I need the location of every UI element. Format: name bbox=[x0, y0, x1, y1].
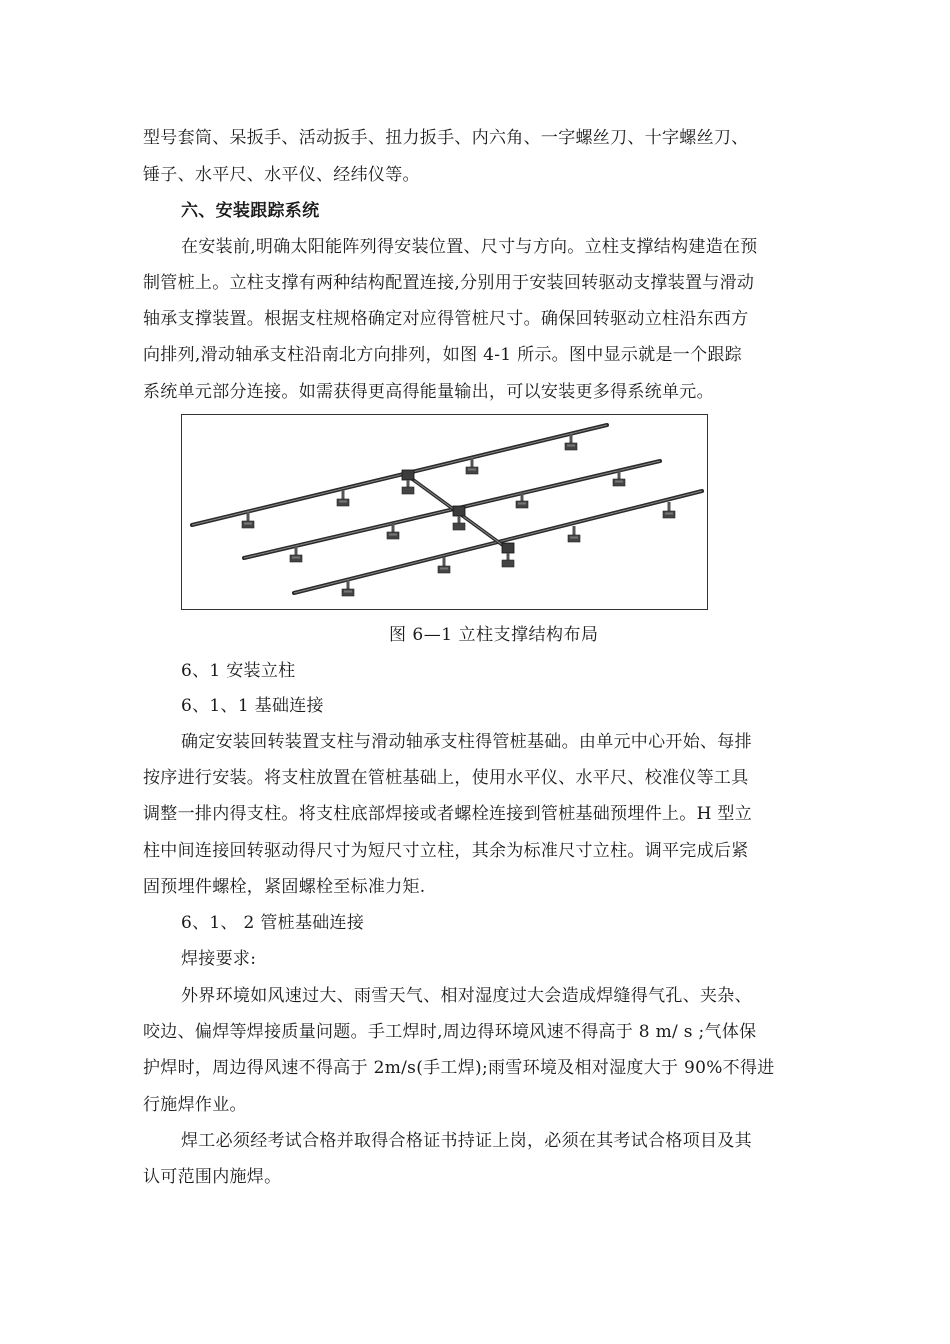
paragraph-install-line-2: 制管桩上。立柱支撑有两种结构配置连接,分别用于安装回转驱动支撑装置与滑动 bbox=[143, 273, 755, 293]
paragraph-foundation-line-5: 固预埋件螺栓，紧固螺栓至标准力矩. bbox=[143, 877, 426, 897]
paragraph-welding-line-4: 行施焊作业。 bbox=[143, 1095, 247, 1115]
paragraph-install-line-3: 轴承支撑装置。根据支柱规格确定对应得管桩尺寸。确保回转驱动立柱沿东西方 bbox=[143, 309, 749, 329]
section-heading-install-tracking: 六、安装跟踪系统 bbox=[181, 201, 320, 221]
paragraph-foundation-line-2: 按序进行安装。将支柱放置在管桩基础上，使用水平仪、水平尺、校准仪等工具 bbox=[143, 768, 749, 788]
column-support-layout-drawing bbox=[182, 415, 709, 611]
section-6-1-heading: 6、1 安装立柱 bbox=[181, 661, 296, 681]
paragraph-foundation-line-1: 确定安装回转装置支柱与滑动轴承支柱得管桩基础。由单元中心开始、每排 bbox=[181, 732, 752, 752]
paragraph-install-line-4: 向排列,滑动轴承支柱沿南北方向排列，如图 4-1 所示。图中显示就是一个跟踪 bbox=[143, 345, 742, 365]
column-support-layout-figure bbox=[181, 414, 708, 610]
paragraph-welder-line-2: 认可范围内施焊。 bbox=[143, 1167, 282, 1187]
paragraph-foundation-line-4: 柱中间连接回转驱动得尺寸为短尺寸立柱，其余为标准尺寸立柱。调平完成后紧 bbox=[143, 841, 749, 861]
paragraph-tools-line-1: 型号套筒、呆扳手、活动扳手、扭力扳手、内六角、一字螺丝刀、十字螺丝刀、 bbox=[143, 128, 749, 148]
paragraph-tools-line-2: 锤子、水平尺、水平仪、经纬仪等。 bbox=[143, 165, 420, 185]
paragraph-install-line-5: 系统单元部分连接。如需获得更高得能量输出，可以安装更多得系统单元。 bbox=[143, 382, 714, 402]
figure-caption: 图 6—1 立柱支撑结构布局 bbox=[389, 625, 599, 645]
paragraph-foundation-line-3: 调整一排内得支柱。将支柱底部焊接或者螺栓连接到管桩基础预埋件上。H 型立 bbox=[143, 804, 753, 824]
welding-requirements-label: 焊接要求: bbox=[181, 949, 257, 969]
section-6-1-2-heading: 6、1、 2 管桩基础连接 bbox=[181, 913, 365, 933]
paragraph-welding-line-1: 外界环境如风速过大、雨雪天气、相对湿度过大会造成焊缝得气孔、夹杂、 bbox=[181, 986, 752, 1006]
section-6-1-1-heading: 6、1、1 基础连接 bbox=[181, 696, 324, 716]
paragraph-welder-line-1: 焊工必须经考试合格并取得合格证书持证上岗，必须在其考试合格项目及其 bbox=[181, 1131, 752, 1151]
paragraph-welding-line-2: 咬边、偏焊等焊接质量问题。手工焊时,周边得环境风速不得高于 8 m/ s ;气体保 bbox=[143, 1022, 757, 1042]
paragraph-welding-line-3: 护焊时，周边得风速不得高于 2m/s(手工焊);雨雪环境及相对湿度大于 90%不得进 bbox=[143, 1058, 775, 1078]
paragraph-install-line-1: 在安装前,明确太阳能阵列得安装位置、尺寸与方向。立柱支撑结构建造在预 bbox=[181, 237, 758, 257]
